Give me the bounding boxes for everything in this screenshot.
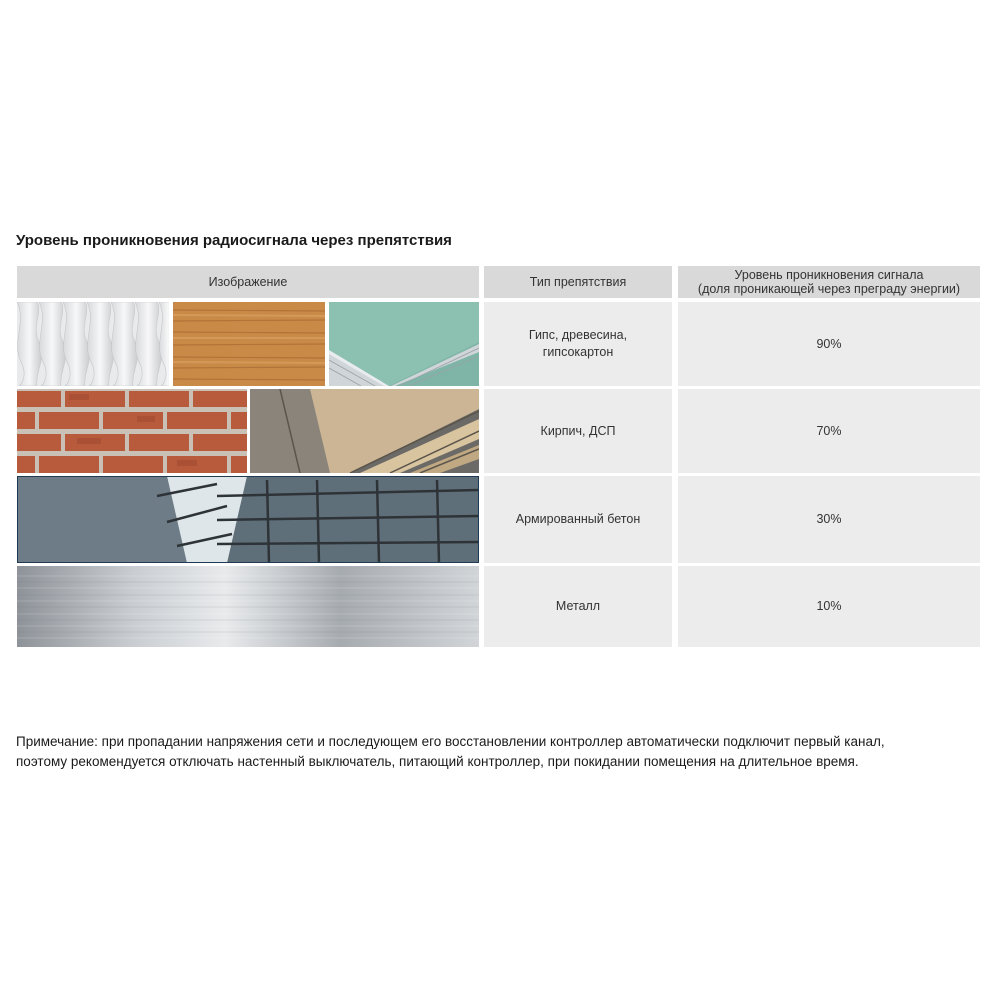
brick-image — [17, 389, 247, 473]
type-cell-3-label: Армированный бетон — [515, 512, 641, 526]
header-level — [678, 266, 980, 298]
drywall-image — [329, 302, 479, 386]
level-cell-2: 70% — [678, 389, 980, 473]
level-cell-4: 10% — [678, 566, 980, 647]
level-cell-3: 30% — [678, 476, 980, 563]
note-line-1: Примечание: при пропадании напряжения сети и последующем его восстановлении контроллер автоматически подключит первый канал, — [16, 734, 885, 749]
type-cell-2 — [484, 389, 672, 473]
type-cell-1 — [484, 302, 672, 386]
page-title: Уровень проникновения радиосигнала через препятствия — [16, 232, 452, 249]
metal-image — [17, 566, 479, 647]
header-level-line2: (доля проникающей через преграду энергии) — [697, 282, 961, 296]
gypsum-wave-image — [17, 302, 169, 386]
chipboard-image — [250, 389, 479, 473]
type-cell-3 — [484, 476, 672, 563]
type-cell-1-line1: Гипс, древесина, — [528, 328, 628, 342]
header-image: Изображение — [17, 266, 479, 298]
note-line-2: поэтому рекомендуется отключать настенный выключатель, питающий контроллер, при покидании помещения на длительное время. — [16, 754, 859, 769]
reinforced-concrete-image — [17, 476, 479, 563]
type-cell-2-label: Кирпич, ДСП — [540, 423, 616, 438]
type-cell-4-label: Металл — [555, 599, 601, 613]
header-type: Тип препятствия — [484, 266, 672, 298]
wood-image — [173, 302, 325, 386]
type-cell-1-line2: гипсокартон — [542, 345, 614, 359]
type-cell-4 — [484, 566, 672, 647]
note-text — [16, 732, 986, 772]
level-cell-1: 90% — [678, 302, 980, 386]
header-level-line1: Уровень проникновения сигнала — [734, 268, 924, 282]
